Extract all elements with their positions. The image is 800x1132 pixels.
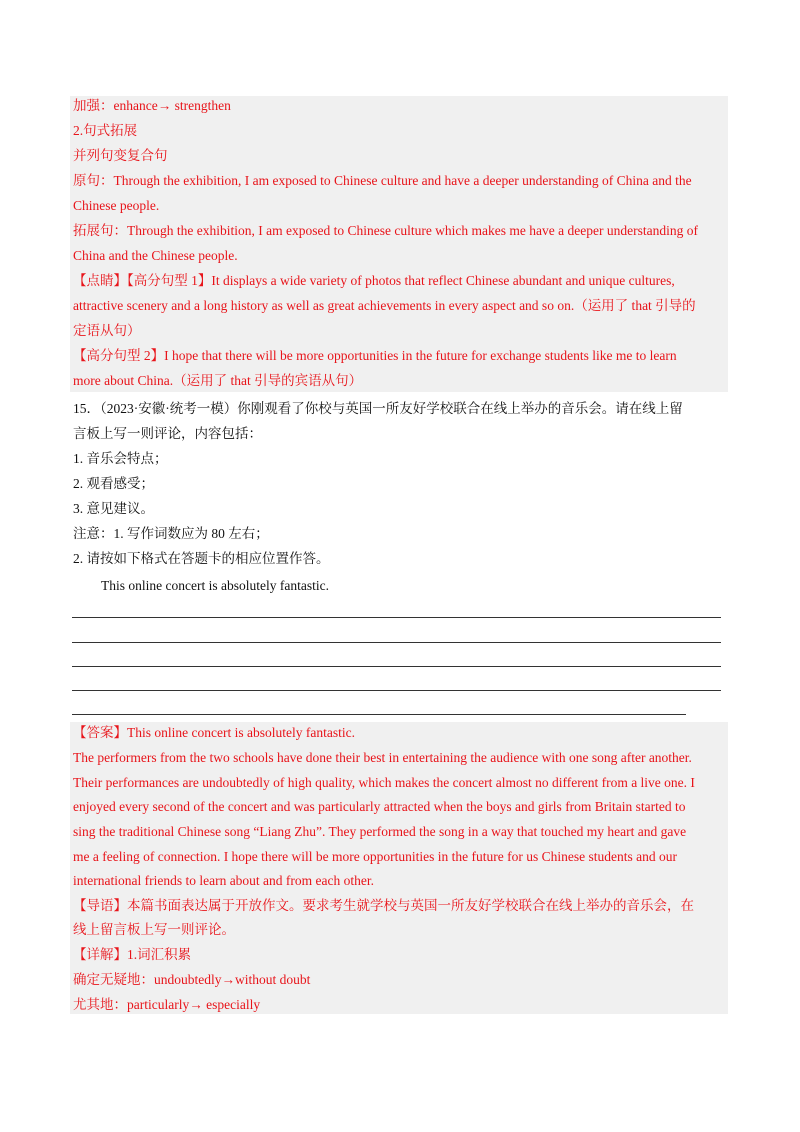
guide-line2: 线上留言板上写一则评论。 <box>73 922 235 937</box>
vocab-undoubtedly: 确定无疑地：undoubtedly→without doubt <box>73 972 311 987</box>
requirement-3: 3. 意见建议。 <box>73 501 154 516</box>
highlight-pattern1-line3: 定语从句） <box>73 323 141 338</box>
note-1: 注意：1. 写作词数应为 80 左右； <box>73 526 269 541</box>
question-15-line1: 15．（2023·安徽·统考一模）你刚观看了你校与英国一所友好学校联合在线上举办的音乐会。请在线上留 <box>73 401 683 416</box>
opening-sentence: This online concert is absolutely fantastic. <box>101 578 329 593</box>
requirement-1: 1. 音乐会特点； <box>73 451 168 466</box>
expanded-sentence-line1: 拓展句：Through the exhibition, I am exposed to Chinese culture which makes me have a deeper understanding of <box>73 223 698 238</box>
details-heading: 【详解】1.词汇积累 <box>73 947 192 962</box>
model-essay-line1: The performers from the two schools have done their best in entertaining the audience with one song after another. <box>73 750 692 765</box>
answer-line-1 <box>72 617 721 618</box>
note-2: 2. 请按如下格式在答题卡的相应位置作答。 <box>73 551 330 566</box>
model-essay-line2: Their performances are undoubtedly of high quality, which makes the concert almost no different from a live one. I <box>73 775 695 790</box>
question-15-line2: 言板上写一则评论，内容包括： <box>73 426 262 441</box>
answer-line-4 <box>72 690 721 691</box>
expanded-sentence-line2: China and the Chinese people. <box>73 248 238 263</box>
highlight-pattern2-line2: more about China.（运用了 that 引导的宾语从句） <box>73 373 363 388</box>
answer-line-2 <box>72 642 721 643</box>
vocab-particularly: 尤其地：particularly→ especially <box>73 997 261 1012</box>
highlight-pattern1-line2: attractive scenery and a long history as well as great achievements in every aspect and so on.（运用了 that 引导的 <box>73 298 696 313</box>
model-essay-line4: sing the traditional Chinese song “Liang Zhu”. They performed the song in a way that touched my heart and gave <box>73 824 687 839</box>
answer-line-5 <box>72 714 686 715</box>
answer-label-line: 【答案】This online concert is absolutely fantastic. <box>73 725 355 740</box>
model-essay-line6: international friends to learn about and from each other. <box>73 873 375 888</box>
section-heading-sentence-expansion: 2.句式拓展 <box>73 123 138 138</box>
highlight-pattern2-line1: 【高分句型 2】I hope that there will be more opportunities in the future for exchange students like me to learn <box>73 348 677 363</box>
original-sentence-line2: Chinese people. <box>73 198 160 213</box>
guide-line1: 【导语】本篇书面表达属于开放作文。要求考生就学校与英国一所友好学校联合在线上举办的音乐会，在 <box>73 898 694 913</box>
subheading-compound-to-complex: 并列句变复合句 <box>73 148 168 163</box>
vocab-line-enhance: 加强：enhance→ strengthen <box>73 98 231 113</box>
requirement-2: 2. 观看感受； <box>73 476 154 491</box>
model-essay-line5: me a feeling of connection. I hope there will be more opportunities in the future for us Chinese students and our <box>73 849 677 864</box>
highlight-pattern1-line1: 【点睛】【高分句型 1】It displays a wide variety of photos that reflect Chinese abundant and unique cultures, <box>73 273 675 288</box>
original-sentence-line1: 原句：Through the exhibition, I am exposed to Chinese culture and have a deeper understanding of China and the <box>73 173 692 188</box>
model-essay-line3: enjoyed every second of the concert and was particularly attracted when the boys and girls from Britain started to <box>73 799 686 814</box>
answer-line-3 <box>72 666 721 667</box>
